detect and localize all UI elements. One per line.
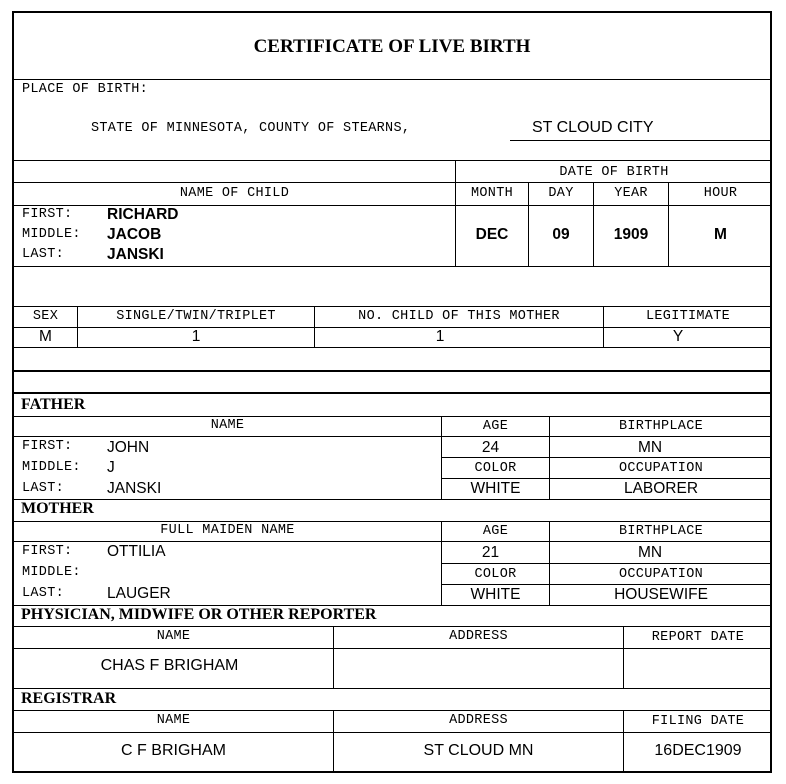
rule-thick-2 [14, 392, 772, 394]
multiple-header: SINGLE/TWIN/TRIPLET [116, 309, 276, 324]
mother-section-title: MOTHER [21, 500, 94, 517]
mother-last-label: LAST: [22, 586, 65, 601]
rule-stats-top [14, 306, 772, 307]
child-last-label: LAST: [22, 247, 65, 262]
city-underline [510, 140, 772, 141]
rule-child-end [14, 266, 772, 267]
father-age-header: AGE [482, 419, 509, 434]
child-last-name: JANSKI [107, 246, 164, 263]
mother-birthplace-header: BIRTHPLACE [618, 524, 703, 539]
month-header: MONTH [470, 186, 513, 201]
child-no-value: 1 [435, 328, 445, 345]
physician-name-header: NAME [156, 629, 191, 644]
name-of-child-header: NAME OF CHILD [179, 186, 290, 201]
multiple-value: 1 [191, 328, 201, 345]
rule-mother-color-row [441, 584, 772, 585]
child-no-header: NO. CHILD OF THIS MOTHER [358, 309, 560, 324]
rule-place [14, 160, 772, 161]
father-first-name: JOHN [107, 439, 150, 456]
rule-mother-head [14, 541, 772, 542]
registrar-filing-date-header: FILING DATE [651, 714, 745, 729]
father-last-label: LAST: [22, 481, 65, 496]
physician-name: CHAS F BRIGHAM [100, 657, 239, 674]
father-middle-label: MIDDLE: [22, 460, 81, 475]
mother-name-header: FULL MAIDEN NAME [160, 523, 295, 538]
father-birthplace-header: BIRTHPLACE [618, 419, 703, 434]
mother-occupation-header: OCCUPATION [618, 567, 703, 582]
mother-last-name: LAUGER [107, 585, 171, 602]
registrar-name-header: NAME [156, 713, 191, 728]
legitimate-header: LEGITIMATE [645, 309, 730, 324]
mother-occupation: HOUSEWIFE [614, 586, 708, 603]
rule-physician-top [14, 626, 772, 627]
child-first-label: FIRST: [22, 207, 73, 222]
rule-stats-bottom [14, 347, 772, 348]
rule-physician-end [14, 688, 772, 689]
rule-thick-1 [14, 370, 772, 372]
certificate-title: CERTIFICATE OF LIVE BIRTH [253, 36, 531, 57]
physician-address-header: ADDRESS [449, 629, 508, 644]
hour-header: HOUR [703, 186, 738, 201]
rule-father-top [14, 416, 772, 417]
mother-middle-label: MIDDLE: [22, 565, 81, 580]
father-color-header: COLOR [474, 461, 517, 476]
child-middle-label: MIDDLE: [22, 227, 81, 242]
registrar-name: C F BRIGHAM [121, 742, 226, 759]
father-first-label: FIRST: [22, 439, 73, 454]
mother-first-label: FIRST: [22, 544, 73, 559]
father-age: 24 [481, 439, 500, 456]
registrar-address-header: ADDRESS [449, 713, 508, 728]
father-name-header: NAME [210, 418, 245, 433]
child-middle-name: JACOB [107, 226, 162, 243]
sex-header: SEX [32, 309, 59, 324]
year-header: YEAR [614, 186, 648, 201]
child-first-name: RICHARD [107, 206, 179, 223]
place-of-birth-label: PLACE OF BIRTH: [22, 82, 149, 97]
father-color: WHITE [470, 480, 521, 497]
mother-age: 21 [481, 544, 500, 561]
mother-age-header: AGE [482, 524, 509, 539]
father-birthplace: MN [637, 439, 663, 456]
birth-day: 09 [552, 226, 570, 243]
registrar-address: ST CLOUD MN [423, 742, 534, 759]
sex-value: M [39, 328, 52, 345]
registrar-section-title: REGISTRAR [21, 690, 117, 707]
father-occupation: LABORER [623, 480, 699, 497]
legitimate-value: Y [672, 328, 684, 345]
father-middle-name: J [107, 459, 115, 476]
physician-section-title: PHYSICIAN, MIDWIFE OR OTHER REPORTER [21, 606, 377, 623]
birth-month: DEC [475, 226, 509, 243]
birth-hour: M [714, 226, 727, 243]
rule-father-head [14, 436, 772, 437]
birth-year: 1909 [613, 226, 649, 243]
father-occupation-header: OCCUPATION [618, 461, 703, 476]
rule-father-color-row [441, 478, 772, 479]
registrar-filing-date: 16DEC1909 [654, 742, 742, 759]
father-section-title: FATHER [21, 396, 86, 413]
place-of-birth-city: ST CLOUD CITY [532, 119, 654, 136]
mother-first-name: OTTILIA [107, 543, 166, 560]
mother-color: WHITE [470, 586, 521, 603]
physician-report-date-header: REPORT DATE [651, 630, 745, 645]
mother-color-header: COLOR [474, 567, 517, 582]
rule-registrar-head [14, 732, 772, 733]
rule-father-age-row [441, 457, 772, 458]
rule-title [14, 79, 772, 80]
mother-birthplace: MN [637, 544, 663, 561]
rule-child-head-1 [14, 182, 772, 183]
day-header: DAY [548, 186, 574, 201]
rule-mother-age-row [441, 563, 772, 564]
rule-father-end [14, 499, 772, 500]
rule-registrar-top [14, 710, 772, 711]
date-of-birth-header: DATE OF BIRTH [559, 165, 669, 180]
father-last-name: JANSKI [107, 480, 162, 497]
rule-physician-head [14, 648, 772, 649]
rule-mother-top [14, 521, 772, 522]
place-of-birth-state-county: STATE OF MINNESOTA, COUNTY OF STEARNS, [91, 121, 411, 136]
